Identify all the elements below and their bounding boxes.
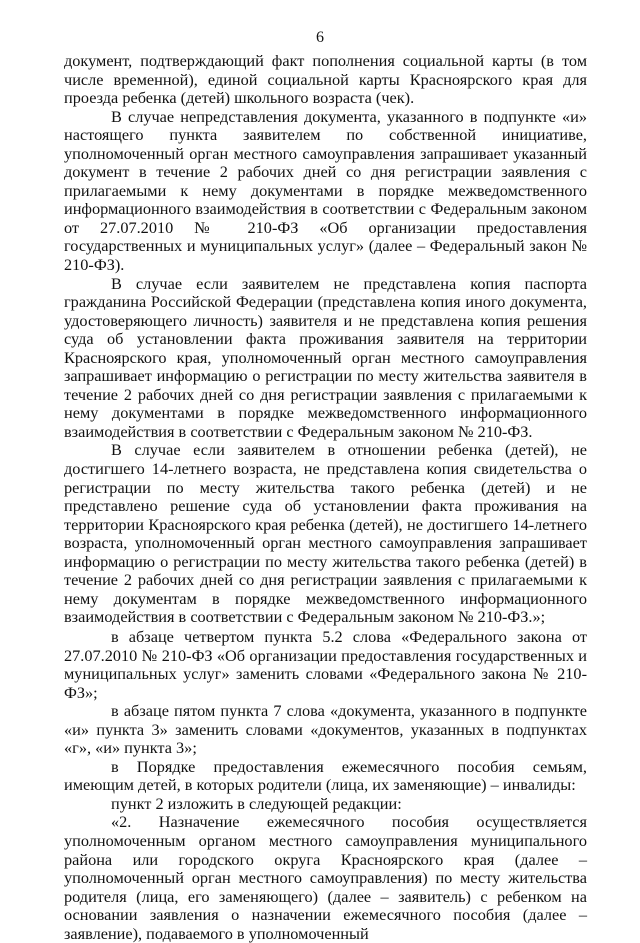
paragraph-continuation: документ, подтверждающий факт пополнения социальной карты (в том числе временной), единой социальной карты Красноярского края для проезда ребенка (детей) школьного возраста (чек). (64, 51, 587, 108)
paragraph-amendment-7: в абзаце пятом пункта 7 слова «документа, указанного в подпункте «и» пункта 3» заменить словами «документов, указанных в подпунктах «г», «и» пункта 3»; (64, 701, 587, 758)
paragraph-passport-copy: В случае если заявителем не представлена копия паспорта гражданина Российской Федерации (представлена копия иного документа, удостоверяющего личность) заявителя и не представлена копия решения суда об установлении факта проживания заявителя на территории Красноярского края, уполномоченный орган местного самоуправления запрашивает информацию о регистрации по месту жительства заявителя в течение 2 рабочих дней со дня регистрации заявления с прилагаемыми к нему документами в порядке межведомственного информационного взаимодействия в соответствии с Федеральным законом № 210-ФЗ. (64, 273, 587, 441)
paragraph-subitem-i-request: В случае непредставления документа, указанного в подпункте «и» настоящего пункта заявителем по собственной инициативе, уполномоченный орган местного самоуправления запрашивает указанный документ в течение 2 рабочих дней со дня регистрации заявления с прилагаемыми к нему документами в порядке межведомственного информационного взаимодействия в соответствии с Федеральным законом от 27.07.2010 № 210-ФЗ «Об организации предоставления государственных и муниципальных услуг» (далее – Федеральный закон № 210-ФЗ). (64, 106, 587, 275)
document-body (64, 52, 587, 943)
paragraph-point-2-text: «2. Назначение ежемесячного пособия осуществляется уполномоченным органом местного самоуправления муниципального района или городского округа Красноярского края (далее – уполномоченный орган местного самоуправления) по месту жительства родителя (лица, его заменяющего) (далее – заявитель) с ребенком на основании заявления о назначении ежемесячного пособия (далее – заявление), подаваемого в уполномоченный (64, 812, 587, 943)
page-number: 6 (316, 29, 324, 46)
paragraph-point-2-intro: пункт 2 изложить в следующей редакции: (111, 793, 402, 813)
paragraph-procedure-title: в Порядке предоставления ежемесячного пособия семьям, имеющим детей, в которых родители (лица, их заменяющие) – инвалиды: (64, 756, 587, 795)
paragraph-child-registration: В случае если заявителем в отношении ребенка (детей), не достигшего 14-летнего возраста, не представлена копия свидетельства о регистрации по месту жительства такого ребенка (детей) и не представлено решение суда об установлении факта проживания на территории Красноярского края ребенка (детей), не достигшего 14-летнего возраста, уполномоченный орган местного самоуправления запрашивает информацию о регистрации по месту жительства такого ребенка (детей) в течение 2 рабочих дней со дня регистрации заявления с прилагаемыми к нему документам в порядке межведомственного информационного взаимодействия в соответствии с Федеральным законом № 210-ФЗ.»; (64, 440, 587, 627)
paragraph-amendment-5-2: в абзаце четвертом пункта 5.2 слова «Федерального закона от 27.07.2010 № 210-ФЗ «Об организации предоставления государственных и муниципальных услуг» заменить словами «Федерального закона № 210-ФЗ»; (64, 626, 587, 702)
